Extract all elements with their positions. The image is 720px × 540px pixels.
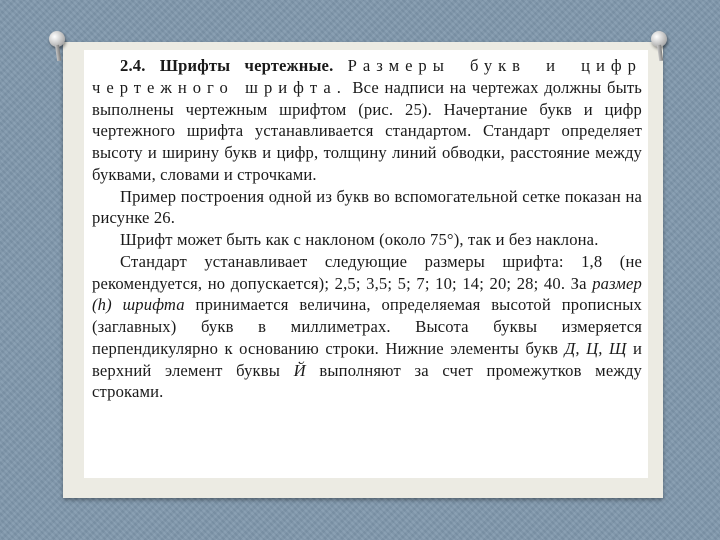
paragraph-intro-text: Все надписи на чертежах должны быть выполнены чертежным шрифтом (рис. 25). Начертание букв и цифр чертежного шрифта устанавливается стандартом. Стандарт определяет высоту и ширину букв и цифр, толщину линий обводки, расстояние между буквами, словами и строчками.	[92, 77, 642, 184]
section-subtitle: Размеры букв и цифр чертежного шрифта.	[92, 56, 642, 97]
sizes-text-d: выполняют за счет промежутков между строками.	[92, 360, 643, 402]
pushpin-icon	[49, 31, 65, 47]
paragraph-example: Пример построения одной из букв во вспомогательной сетке показан на рисунке 26.	[92, 186, 642, 228]
pushpin-icon	[651, 31, 667, 47]
paragraph-sizes	[92, 251, 642, 403]
term-font-size: размер (h) шрифта	[92, 273, 642, 315]
paragraph-intro	[92, 55, 642, 186]
sizes-text-c: и верхний элемент буквы	[92, 338, 643, 380]
paragraph-slant: Шрифт может быть как с наклоном (около 75°), так и без наклона.	[120, 230, 599, 249]
page-text	[92, 55, 642, 403]
letters-descenders: Д, Ц, Щ	[564, 338, 627, 358]
section-title: Шрифты чертежные.	[159, 56, 334, 75]
sizes-text-b: принимается величина, определяемая высотой прописных (заглавных) букв в миллиметрах. Высота буквы измеряется перпендикулярно к основанию строки. Нижние элементы букв	[92, 295, 642, 358]
letter-short-i: Й	[293, 360, 306, 380]
textbook-page	[84, 50, 648, 478]
section-number: 2.4.	[120, 56, 146, 75]
sizes-text-a: Стандарт устанавливает следующие размеры шрифта: 1,8 (не рекомендуется, но допускается); 2,5; 3,5; 5; 7; 10; 14; 20; 28; 40. За	[92, 251, 642, 293]
